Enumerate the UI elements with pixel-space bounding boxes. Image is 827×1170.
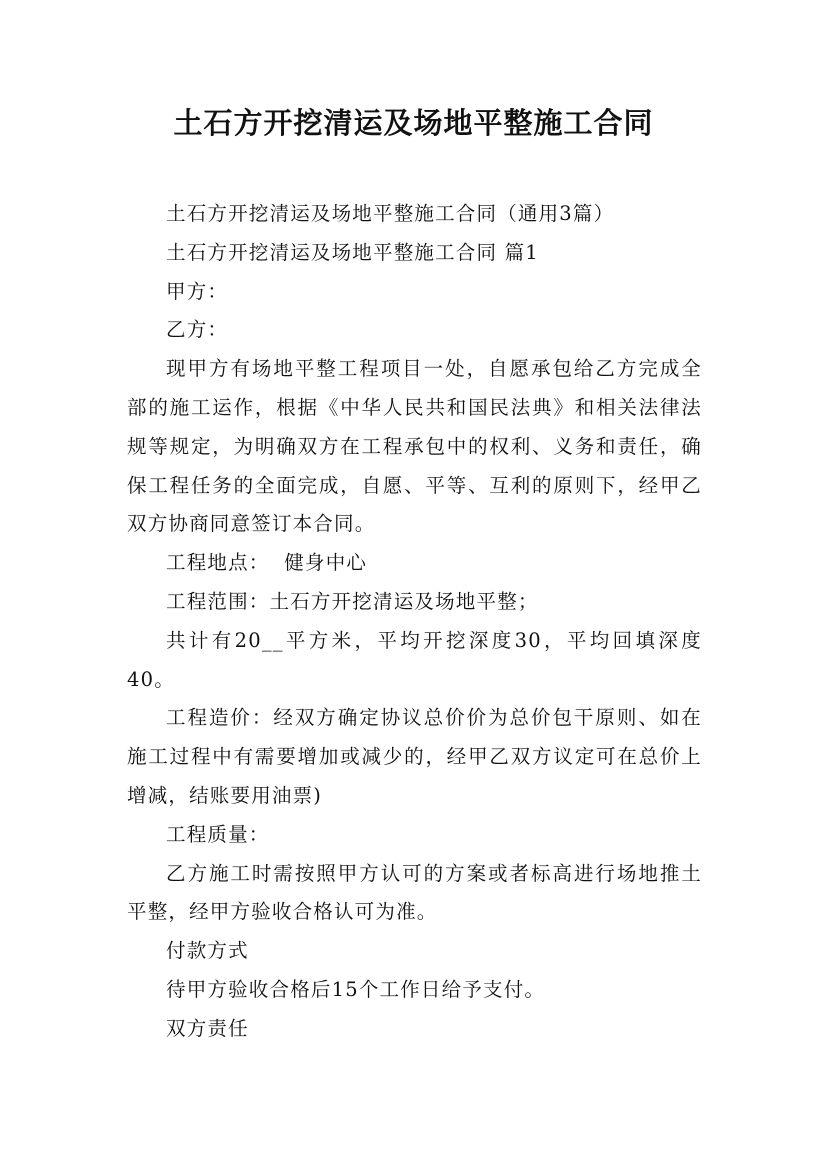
paragraph-project-cost: 工程造价：经双方确定协议总价价为总价包干原则、如在施工过程中有需要增加或减少的，经甲乙双方议定可在总价上增减，结账要用油票) (127, 706, 702, 807)
paragraph-quantities: 共计有20__平方米，平均开挖深度30，平均回填深度40。 (127, 628, 702, 691)
paragraph-payment-heading: 付款方式 (166, 939, 249, 963)
document-body (127, 195, 702, 1049)
paragraph-preamble: 现甲方有场地平整工程项目一处，自愿承包给乙方完成全部的施工运作，根据《中华人民共和国民法典》和相关法律法规等规定，为明确双方在工程承包中的权利、义务和责任，确保工程任务的全面完成，自愿、平等、互利的原则下，经甲乙双方协商同意签订本合同。 (127, 357, 702, 536)
paragraph-contract-heading: 土石方开挖清运及场地平整施工合同 篇1 (166, 240, 539, 264)
paragraph-payment-terms: 待甲方验收合格后15个工作日给予支付。 (166, 977, 546, 1001)
paragraph-project-scope: 工程范围：土石方开挖清运及场地平整； (166, 589, 539, 613)
document-title: 土石方开挖清运及场地平整施工合同 (173, 106, 654, 140)
paragraph-party-a: 甲方： (166, 279, 229, 303)
paragraph-quality-heading: 工程质量： (166, 822, 270, 846)
paragraph-collection-title: 土石方开挖清运及场地平整施工合同（通用3篇） (166, 202, 615, 225)
paragraph-project-location: 工程地点： 健身中心 (166, 551, 368, 575)
paragraph-quality-terms: 乙方施工时需按照甲方认可的方案或者标高进行场地推土平整，经甲方验收合格认可为准。 (127, 861, 702, 924)
paragraph-party-b: 乙方： (166, 318, 229, 342)
paragraph-responsibilities-heading: 双方责任 (166, 1016, 249, 1040)
